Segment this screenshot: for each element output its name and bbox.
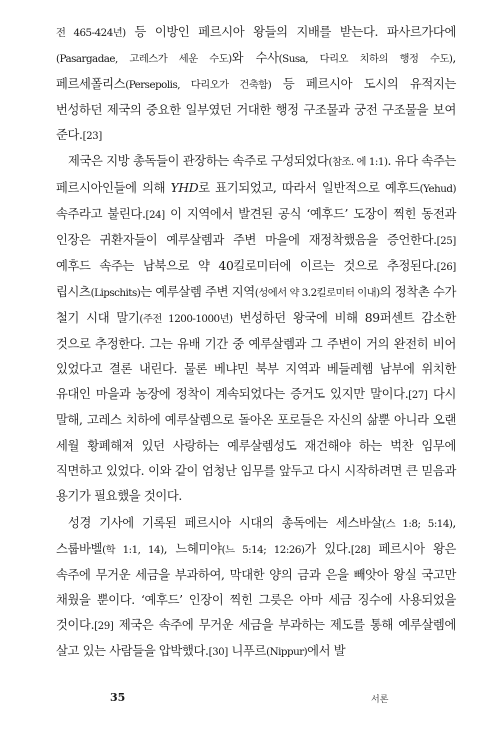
footnote-ref: [23] [82,131,102,143]
footnote-ref: [26] [436,261,456,273]
text-run: 립시츠 [56,284,91,299]
page-footer [0,691,500,711]
text-run: . 유다 속주는 페르시아인들에 의해 [56,154,457,195]
text-run: 에서 발 [307,644,346,659]
parenthetical-note: (Persepolis, 다리오가 건축함) [125,79,272,92]
text-run: 의 정착촌 수가 철기 시대 말기 [56,284,457,326]
text-run: 예후드 속주는 남북으로 약 40킬로미터에 이르는 것으로 추정된다. [56,258,437,273]
text-run: 성경 기사에 기록된 페르시아 시대의 총독에는 세스바살 [68,515,383,530]
footnote-ref: [28] [350,544,371,556]
parenthetical-note: (참조. 에 1:1) [328,156,388,169]
text-run: 제국은 지방 총독들이 관장하는 속주로 구성되었다 [68,154,329,169]
parenthetical-note: (Pasargadae, 고레스가 세운 수도) [56,53,232,66]
text-run: 는 예루살렘 주변 지역 [140,284,255,299]
text-run: 페르시아 왕은 속주에 무거운 세금을 부과하여, 막대한 양의 금과 은을 빼앗아 왕실 국고만 채웠을 뿐이다. ‘예후드’ 인장이 찍힌 그릇은 아마 세금 징수에 사용되었을 것이다. [56,541,457,633]
footnote-ref: [30] [208,647,228,659]
parenthetical-note: (주전 1200-1000년) [139,313,233,326]
paragraph [56,20,456,149]
text-run: 등 이방인 페르시아 왕들의 지배를 받는다. 파사르가다에 [125,25,456,39]
footnote-ref: [27] [408,390,428,402]
parenthetical-note: (느 5:14; 12:26) [221,543,305,556]
paragraph [56,149,456,508]
text-run: 속주라고 불린다. [56,206,146,221]
text-run: 등 페르시아 도시의 유적지는 번성하던 제국의 중요한 일부였던 거대한 행정 구조물과 궁전 구조물을 보여 준다. [56,77,456,143]
parenthetical-note: (학 1:1, 14) [102,543,164,556]
page-number: 35 [110,691,126,704]
text-run: , 페르세폴리스 [56,51,456,92]
text-run: 제국은 속주에 무거운 세금을 부과하는 제도를 통해 예루살렘에 살고 있는 사람들을 압박했다. [56,618,456,659]
section-title: 서론 [371,695,389,705]
italic-term: YHD [170,180,199,195]
parenthetical-note: (스 1:8; 5:14) [382,517,453,530]
paragraph [56,511,456,666]
text-run: 가 있다. [304,541,351,556]
body-text [56,20,456,665]
parenthetical-note: (Lipschits) [90,286,141,299]
parenthetical-note: (Yehud) [419,182,456,195]
footnote-ref: [29] [94,621,114,633]
parenthetical-note: (Nippur) [266,646,308,659]
text-run: , 느헤미야 [163,541,222,556]
footnote-ref: [25] [436,235,456,247]
text-run: 와 수사 [231,51,279,66]
parenthetical-note: (성에서 약 3.2킬로미터 이내) [254,286,380,299]
text-run: 이 지역에서 발견된 공식 ‘예후드’ 도장이 찍힌 동전과 인장은 귀환자들이 예루살렘과 주변 마을에 재정착했음을 증언한다. [56,206,456,247]
footnote-ref: [24] [145,209,165,221]
parenthetical-note: (Susa, 다리오 치하의 행정 수도) [278,53,453,66]
text-run: , 스룹바벨 [56,515,456,556]
text-run: 로 표기되었고, 따라서 일반적으로 예후드 [198,180,420,195]
parenthetical-note: 전 465-424년) [56,27,126,39]
text-run: 번성하던 왕국에 비해 89퍼센트 감소한 것으로 추정한다. 그는 유배 기간 중 예루살렘과 그 주변이 거의 완전히 비어 있었다고 결론 내린다. 물론 베냐민 북부 지역과 베들레헴 남부에 위치한 유대인 마을과 농장에 정착이 계속되었다는 증거도 있지만 말이다. [56,311,456,402]
text-run: 다시 말해, 고레스 치하에 예루살렘으로 돌아온 포로들은 자신의 삶뿐 아니라 오랜 세월 황폐해져 있던 사랑하는 예루살렘성도 재건해야 하는 벅찬 임무에 직면하고 있었다. 이와 같이 엄청난 임무를 앞두고 다시 시작하려면 큰 믿음과 용기가 필요했을 것이다. [56,387,456,503]
text-run: 니푸르 [227,644,267,659]
